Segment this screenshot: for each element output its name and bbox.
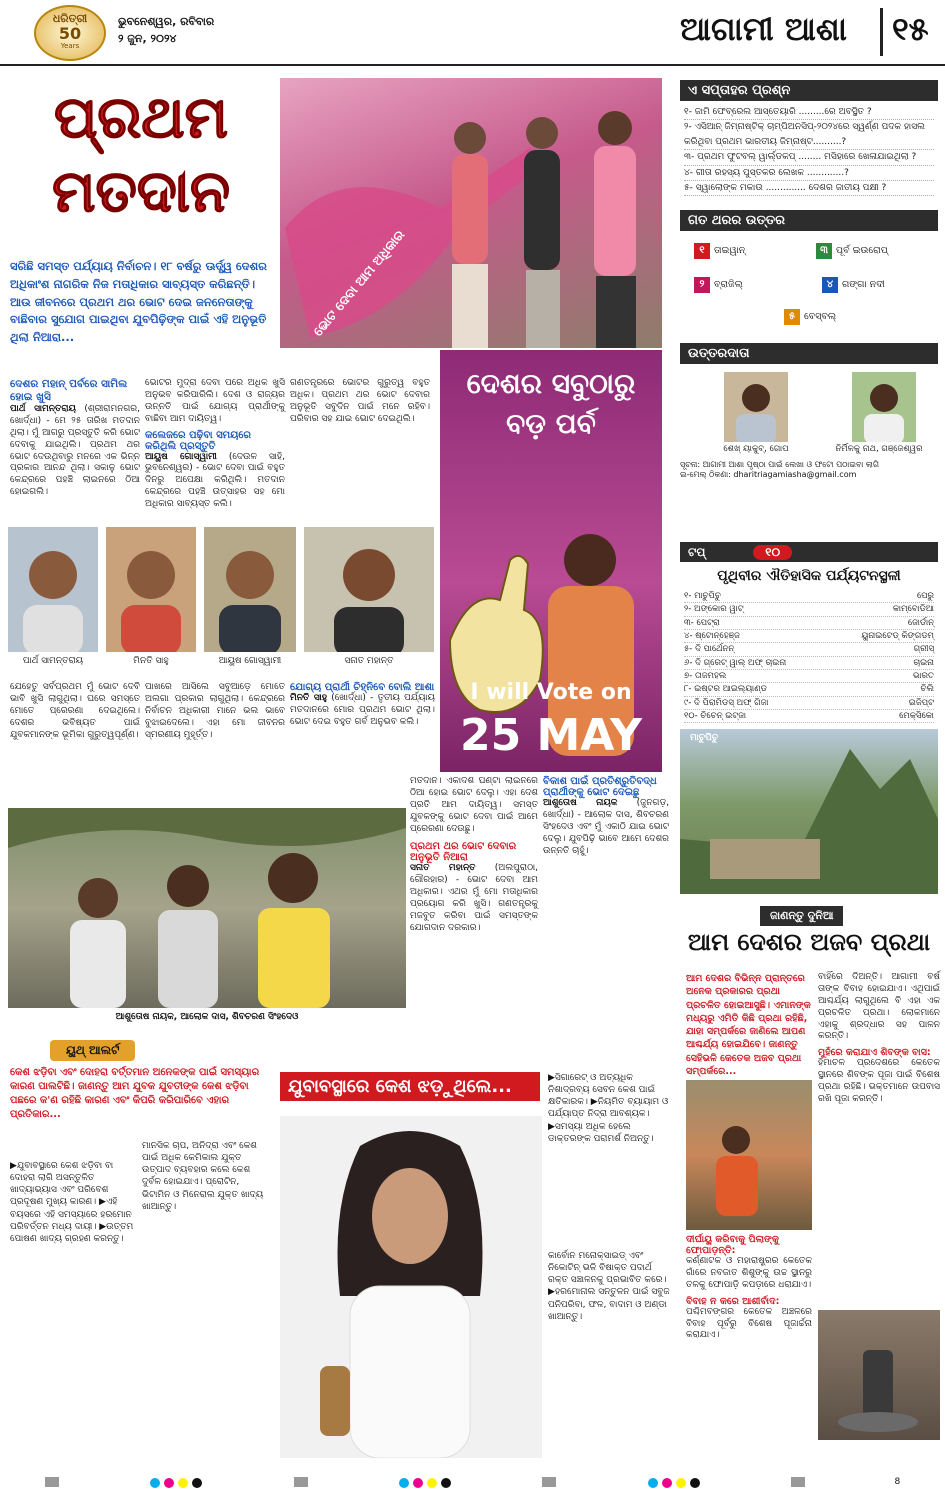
answer-3-text: ପୂର୍ବ ଇଉରୋପ୍ <box>836 245 888 257</box>
winner-photo-2 <box>852 372 916 442</box>
top10-label: ଟପ୍ <box>688 544 706 559</box>
subhead-1: ଦେଶର ମହାନ୍ ପର୍ବରେ ସାମିଲ ହୋଇ ଖୁସି <box>10 378 128 403</box>
mid-col <box>410 776 538 935</box>
col2-text: ଭୋଟର ମୁଦ୍ରା ଦେବା ପରେ ଅଧିକ ଖୁସି ଅନୁଭବ କରିପାରିଲି। ଦେଶ ଓ ରାଜ୍ୟର ଉନ୍ନତି ପାଇଁ ଯୋଗ୍ୟ ପ୍ରାର୍ଥୀଙ୍କୁ ବାଛିବା ଆମ ଦାୟିତ୍ୱ। <box>145 378 285 424</box>
answer-2-text: ବ୍ରାଜିଲ୍ <box>714 279 743 291</box>
story-2-text: (ଦେଉଳ ସାହି, ଭୁବନେଶ୍ୱର) - ଭୋଟ ଦେବା ପାଇଁ ବହୁତ ଦିନରୁ ଅପେକ୍ଷା କରିଥିଲି। ମତଦାନ କେନ୍ଦ୍ରରେ ପହଞ୍ଚି ଉତ୍ସାହର ସହ ମୋ ଅଧିକାର ସାବ୍ୟସ୍ତ କଲି। <box>145 451 285 509</box>
janantu-headline: ଆମ ଦେଶର ଅଜବ ପ୍ରଥା <box>687 928 931 956</box>
mid-col-text: ମତଦାନ। ଏକାଦଶ ଘଣ୍ଟା ଲାଇନରେ ଠିଆ ହୋଇ ଭୋଟ ଦେଲୁ। ଏହା ଦେଶ ପ୍ରତି ଆମ ଦାୟିତ୍ୱ। ସମସ୍ତ ଯୁବକଙ୍କୁ ଭୋଟ ଦେବା ପାଇଁ ଆମେ ପ୍ରେରଣା ଦେଉଛୁ। <box>410 776 538 834</box>
print-mark-3 <box>542 1477 556 1487</box>
top10-row-10-item: ୧୦- ଚିଚେନ୍ ଇଟ୍ଜା <box>684 710 747 721</box>
mountain-illustration <box>680 729 938 894</box>
top10-row-1-item: ୧- ମାଚୁପିଚୁ <box>684 591 721 601</box>
headline-line-1: ପ୍ରଥମ <box>53 83 229 151</box>
logo-text: ଧରିତ୍ରୀ <box>52 12 88 25</box>
logo <box>34 5 106 61</box>
top10-row-2 <box>684 603 934 616</box>
question-3: ୩- ପ୍ରଥମ ଫୁଟବଲ୍ ୱାର୍ଲ୍ଡକପ୍ ........ ମସିହାରେ ଖେଳାଯାଇଥିଲା ? <box>684 150 934 165</box>
footer-bar <box>0 1472 945 1492</box>
janantu-sub-1-text: ହିମାଚଳ ପ୍ରଦେଶରେ କେତେକ ସ୍ଥାନରେ ଶିବଙ୍କ ପୂଜା ପାଇଁ ବିଶେଷ ପ୍ରଥା ରହିଛି। ଭକ୍ତମାନେ ଉପବାସ ରଖି ପୂଜା କରନ୍ତି। <box>818 1058 940 1104</box>
poster-vote-line-1: I will Vote on <box>470 680 632 705</box>
answer-1-text: ତାଇୱାନ୍ <box>714 245 746 257</box>
portrait-caption-3: ଆୟୁଷ ଗୋସ୍ୱାମୀ <box>218 656 282 666</box>
top10-panel <box>680 542 938 894</box>
janantu-sub-2: ଦୀର୍ଘାୟୁ କରିବାକୁ ପିଲାଙ୍କୁ ଫୋପାଡ଼ନ୍ତି: <box>686 1234 779 1256</box>
group-photo-caption: ଆଶୁତୋଷ ନାୟକ, ଆଲୋକ ଦାସ, ଶିବଚରଣ ସିଂହଦେଓ <box>115 1012 299 1022</box>
hero-photo <box>280 78 662 348</box>
story-col-3 <box>290 378 430 426</box>
answer-3-number: ୩ <box>816 243 832 259</box>
woman-illustration <box>280 1116 542 1458</box>
winners-title: ଉତ୍ତରଦାତା <box>680 343 938 364</box>
title-divider <box>880 8 883 56</box>
story-5-text: (ଜୁନଗଡ଼, ଖୋର୍ଦ୍ଧା) - ଆଲୋକ ଦାସ, ଶିବଚରଣ ସିଂହଦେଓ ଏବଂ ମୁଁ ଏକାଠି ଯାଇ ଭୋଟ ଦେଲୁ। ଯୁବପିଢ଼ି ଭାବେ ଆମେ ଦେଶର ଉନ୍ନତି ଚାହୁଁ। <box>543 798 669 856</box>
story-1-text: (ଶ୍ରୀରାମନଗର, ଖୋର୍ଦ୍ଧା) - ମେ ୨୫ ତାରିଖ ମତଦାନ ଥିଲା। ମୁଁ ଆଗରୁ ପ୍ରସ୍ତୁତି କରି ଭୋଟ ଦେବାକୁ ଯାଇଥିଲି। ପ୍ରଥମ ଥର ଭୋଟ ଦେଉଥିବାରୁ ମନରେ ଏକ ଭିନ୍ନ ପ୍ରକାର ଆନନ୍ଦ ଥିଲା। ସକାଳୁ ଭୋଟ କେନ୍ଦ୍ରରେ ପହଞ୍ଚି ଲାଇନରେ ଠିଆ ହୋଇଗଲି। <box>10 404 140 498</box>
top10-title: ପୃଥିବୀର ଐତିହାସିକ ପର୍ଯ୍ୟଟନସ୍ଥଳୀ <box>717 568 901 584</box>
answer-4 <box>822 277 885 293</box>
quiz-title: ଏ ସପ୍ତାହର ପ୍ରଶ୍ନ <box>680 80 938 101</box>
quiz-email: ଇ-ମେଲ୍ ଠିକଣା: dharitriagamiasha@gmail.com <box>680 470 857 480</box>
top10-row-1-place: ପେରୁ <box>916 591 934 601</box>
poster-title: ଦେଶର ସବୁଠାରୁ ବଡ଼ ପର୍ବ <box>466 367 636 440</box>
youth-intro: କେଶ ଝଡ଼ିବା ଏବଂ ଦୋହରା ବର୍ତ୍ତମାନ ଅନେକଙ୍କ ପାଇଁ ସମସ୍ୟାର କାରଣ ପାଲଟିଛି। ଜାଣନ୍ତୁ ଆମ ଯୁବକ ଯୁବତୀଙ୍କ କେଶ ଝଡ଼ିବା ପଛରେ କ'ଣ ରହିଛି କାରଣ ଏବଂ କିପରି କରିପାରିବେ ଏହାର ପ୍ରତିକାର... <box>10 1067 260 1120</box>
winner-photo-1 <box>724 372 788 442</box>
top10-row-10-place: ମେକ୍ସିକୋ <box>899 710 934 721</box>
youth-col-2: ମାନସିକ ଚାପ, ଅନିଦ୍ରା ଏବଂ କେଶ ପାଇଁ ଅଧିକ କେମିକାଲ ଯୁକ୍ତ ଉତ୍ପାଦ ବ୍ୟବହାର କଲେ କେଶ ଦୁର୍ବଳ ହୋଇଯାଏ। ପ୍ରୋଟିନ, ଭିଟାମିନ ଓ ମିନେରାଲ ଯୁକ୍ତ ଖାଦ୍ୟ ଖାଆନ୍ତୁ। <box>142 1141 264 1212</box>
top10-row-9-place: ଇଜିପ୍ଟ <box>908 697 934 708</box>
print-mark-4 <box>791 1477 805 1487</box>
top10-row-5 <box>684 643 934 656</box>
janantu-col-left <box>686 1234 812 1342</box>
subhead-4: ପ୍ରଥମ ଥର ଭୋଟ ଦେବାର ଅନୁଭୂତି ନିଆରା <box>410 841 517 864</box>
answer-4-text: ଗଙ୍ଗା ନଦୀ <box>842 279 885 291</box>
top10-row-7 <box>684 670 934 683</box>
date-line-1: ଭୁବନେଶ୍ୱର, ରବିବାର <box>118 15 215 28</box>
right-mid-col <box>543 776 669 857</box>
portrait-2 <box>106 527 196 652</box>
top10-row-10 <box>684 710 934 723</box>
story-col-1 <box>10 378 140 499</box>
youth-col-1: ▶ଯୁବାବସ୍ଥାରେ କେଶ ଝଡ଼ିବା ବା ଦୋହରା ଲାଗି ଅସନ୍ତୁଳିତ ଖାଦ୍ୟାଭ୍ୟାସ ଏବଂ ପରିବେଶ ପ୍ରଦୂଷଣ ମୁଖ୍ୟ କାରଣ। ▶ଏହି ବୟସରେ ଏହି ସମସ୍ୟାରେ ହରମୋନ ପରିବର୍ତ୍ତନ ମଧ୍ୟ ଦାୟୀ। ▶ଉତ୍ତମ ପୋଷଣ ଖାଦ୍ୟ ଗ୍ରହଣ କରନ୍ତୁ। <box>10 1161 134 1244</box>
janantu-col-right <box>818 972 940 1106</box>
logo-years-label: Years <box>60 42 80 50</box>
top10-row-7-place: ଭାରତ <box>912 670 934 681</box>
youth-tag: ୟୁଥ୍ ଆଲର୍ଟ <box>50 1040 135 1061</box>
portrait-caption-4: ସନାତ ମହାନ୍ତ <box>344 656 394 666</box>
story-1-body <box>10 404 140 499</box>
top10-row-2-item: ୨- ଅଙ୍କୋର ୱାଟ୍ <box>684 604 744 615</box>
youth-col-3: ▶ସିଗାରେଟ୍ ଓ ଅତ୍ୟଧିକ ନିଶାଦ୍ରବ୍ୟ ସେବନ କେଶ ପାଇଁ କ୍ଷତିକାରକ। ▶ନିୟମିତ ବ୍ୟାୟାମ ଓ ପର୍ଯ୍ୟାପ୍ତ ନିଦ୍ରା ଆବଶ୍ୟକ। ▶ସମସ୍ୟା ଅଧିକ ହେଲେ ଡାକ୍ତରଙ୍କ ପରାମର୍ଶ ନିଅନ୍ତୁ। <box>548 1073 669 1144</box>
youth-col-4: କାର୍ବୋନ ମନୋକ୍ସାଇଡ୍ ଏବଂ ନିକୋଟିନ୍ ଭଳି ବିଷାକ୍ତ ପଦାର୍ଥ ରକ୍ତ ସଞ୍ଚାଳନକୁ ପ୍ରଭାବିତ କରେ। ▶ହରମୋନାଲ ସନ୍ତୁଳନ ପାଇଁ ସବୁଜ ପନିପରିବା, ଫଳ, ବାଦାମ ଓ ଅଣ୍ଡା ଖାଆନ୍ତୁ। <box>548 1251 670 1322</box>
subhead-3: ଯୋଗ୍ୟ ପ୍ରାର୍ଥୀ ଚିହ୍ନିବେ ବୋଲି ଆଶା <box>290 682 435 693</box>
quiz-panel <box>680 80 938 480</box>
byline-1: ପାର୍ଥ ସାମନ୍ତରାୟ <box>10 404 76 414</box>
date-block <box>118 14 214 47</box>
question-5: ୫- ସ୍ୱାଲୋଙ୍କ ମକାଉ .............. ଦେଶର ଜାତୀୟ ପକ୍ଷୀ ? <box>684 181 934 196</box>
answers-title: ଗତ ଥରର ଉତ୍ତର <box>680 210 938 231</box>
question-4: ୪- ଗୀତା ରହସ୍ୟ ପୁସ୍ତକର ଲେଖକ .............? <box>684 166 934 181</box>
color-registration-2 <box>397 1473 453 1492</box>
machu-picchu-label: ମାଚୁପିଚୁ <box>690 733 719 744</box>
hair-fall-photo <box>280 1116 542 1458</box>
portrait-1 <box>8 527 98 652</box>
byline-5: ଆଶୁତୋଷ ନାୟକ <box>543 798 618 808</box>
winner-name-2: ନିର୍ମିଳକୁ ନାଥ, ଗଞ୍ଜେଶ୍ୱର <box>835 444 923 455</box>
top10-row-6-item: ୬- ଦି ଗ୍ରେଟ୍ ୱାଲ୍ ଅଫ୍ ଚାଇନା <box>684 657 787 668</box>
logo-years: 50 <box>58 24 82 43</box>
answer-5-text: ବେସ୍‌ବଲ୍ <box>804 311 837 323</box>
story-4-body <box>410 863 538 934</box>
winner-name-1: ଶେଖ୍ ୟାକୁବ୍, ଗୋପ <box>723 444 789 455</box>
janantu-sub-1: ମୁହଁରେ କରାଯାଏ ଶିବଙ୍କ ବାସ: <box>818 1047 931 1059</box>
top10-row-9 <box>684 697 934 710</box>
janantu-sub-3-text: ପଶ୍ଚିମବଙ୍ଗର କେତେକ ଅଞ୍ଚଳରେ ବିବାହ ପୂର୍ବରୁ ବିଶେଷ ପୂଜାର୍ଚ୍ଚନା କରାଯାଏ। <box>686 1306 812 1341</box>
print-mark-1 <box>45 1477 59 1487</box>
portrait-4 <box>304 527 434 652</box>
top10-row-5-item: ୫- ଦି ପାର୍ଥେନନ୍ <box>684 644 735 655</box>
headline-line-2: ମତଦାନ <box>52 157 230 225</box>
top10-row-3 <box>684 617 934 630</box>
subhead-2: କଲେଜରେ ପଢ଼ିବା ସମୟରେ କରିଥିଲି ପ୍ରସ୍ତୁତି <box>145 429 251 452</box>
top10-row-9-item: ୯- ଦି ପିରାମିଡସ୍ ଅଫ୍ ଗିଜା <box>684 697 769 708</box>
quiz-note: ସୂଚନା: ଆଗାମୀ ଆଶା ପୃଷ୍ଠା ପାଇଁ ଲେଖା ଓ ଫଟୋ ପଠାଇବା ଲାଗି <box>680 460 880 470</box>
question-2: ୨- ଏସିଆନ୍ ଜିମ୍ନାଷ୍ଟିକ୍ ଚାମ୍ପିଅନସିପ୍-୨୦୨୪ରେ ସ୍ୱର୍ଣ୍ଣ ପଦକ ହାସଲ କରିଥିବା ପ୍ରଥମ ଭାରତୀୟ ଜିମ୍ନାଷ୍ଟ..........? <box>684 120 934 150</box>
story-2-body <box>145 452 285 511</box>
byline-3: ମିନତି ସାହୁ <box>290 693 328 703</box>
top10-row-3-place: ଜୋର୍ଡାନ୍ <box>907 617 934 628</box>
top10-row-6-place: ଚାଇନା <box>913 657 934 668</box>
lower-col-2 <box>145 682 285 741</box>
date-line-2: ୨ ଜୁନ, ୨୦୨୪ <box>118 31 177 45</box>
page-corner: 8 <box>894 1477 901 1487</box>
top10-row-3-item: ୩- ପେଟ୍ରା <box>684 617 720 628</box>
portrait-caption-2: ମିନତି ସାହୁ <box>133 656 169 666</box>
story-col-2 <box>145 378 285 511</box>
answer-5-number: ୫ <box>784 309 800 325</box>
poster <box>440 350 662 772</box>
page-number: ୧୫ <box>892 10 929 48</box>
portrait-3 <box>204 527 296 652</box>
top10-row-8-item: ୮- ଇଷ୍ଟର ଆଇଲ୍ୟାଣ୍ଡ <box>684 684 767 695</box>
janantu-intro: ଆମ ଦେଶର ବିଭିନ୍ନ ପ୍ରାନ୍ତରେ ଅନେକ ପ୍ରକାରର ପ୍ରଥା ପ୍ରଚଳିତ ହୋଇଆସୁଛି। ଏମାନଙ୍କ ମଧ୍ୟରୁ ଏମିତି କିଛି ପ୍ରଥା ରହିଛି, ଯାହା ସମ୍ପର୍କରେ ଜାଣିଲେ ଆପଣ ଆଶ୍ଚର୍ଯ୍ୟ ହୋଇଯିବେ। ଜାଣନ୍ତୁ ସେହିଭଳି କେତେକ ଅଜବ ପ୍ରଥା ସମ୍ପର୍କରେ... <box>686 973 811 1078</box>
guitar-text: ଭୋଟ ଦେବା ଆମ ଅଧିକାର <box>310 227 409 340</box>
janantu-tag: ଜାଣନ୍ତୁ ଦୁନିଆ <box>760 906 843 926</box>
top10-row-7-item: ୭- ତାଜମହଲ <box>684 670 727 681</box>
byline-2: ଆୟୁଷ ଗୋସ୍ୱାମୀ <box>145 451 217 462</box>
lower-col-1-text: ଯେହେତୁ ସର୍ବପ୍ରଥମ ମୁଁ ଭୋଟ ଦେବି ଭାବି ଖୁସି ଲାଗୁଥିଲା। ଘରେ ସମସ୍ତେ ମୋତେ ପ୍ରେରଣା ଦେଇଥିଲେ। ଦେଶର ଭବିଷ୍ୟତ ପାଇଁ ଯୁବକମାନଙ୍କ ଭୂମିକା ଗୁରୁତ୍ୱପୂର୍ଣ୍ଣ। <box>10 682 140 740</box>
lower-col-2-text: ପାଖରେ ଆସିଲେ ସବୁଆଡ଼େ ମୋତେ ଅଲଗା ପ୍ରକାର ଲାଗୁଥିଲା। କେନ୍ଦ୍ରରେ ନିର୍ବାଚନ ଅଧିକାରୀ ମାନେ ଭଲ ଭାବେ ବୁଝାଇଦେଲେ। ଏହା ମୋ ଜୀବନର ସ୍ମରଣୀୟ ମୁହୂର୍ତ୍ତ। <box>145 682 285 740</box>
portrait-caption-1: ପାର୍ଥ ସାମନ୍ତରାୟ <box>22 656 84 666</box>
youth-headline: ଯୁବାବସ୍ଥାରେ କେଶ ଝଡ଼ୁଥିଲେ... <box>280 1072 540 1101</box>
top10-row-2-place: କାମ୍ବୋଡିଆ <box>892 604 934 615</box>
main-intro: ସରିଛି ସମସ୍ତ ପର୍ଯ୍ୟାୟ ନିର୍ବାଚନ। ୧୮ ବର୍ଷରୁ ଊର୍ଦ୍ଧ୍ୱ ଦେଶର ଅଧିକାଂଶ ନାଗରିକ ନିଜ ମତାଧିକାର ସାବ୍ୟସ୍ତ କରିଛନ୍ତି। ଆଉ ଜୀବନରେ ପ୍ରଥମ ଥର ଭୋଟ ଦେଇ ଜନନେତାଙ୍କୁ ବାଛିବାର ସୁଯୋଗ ପାଇଥିବା ଯୁବପିଢ଼ିଙ୍କ ପାଇଁ ଏହି ଅନୁଭୂତି ଥିଲା ନିଆରା... <box>10 259 267 345</box>
answer-4-number: ୪ <box>822 277 838 293</box>
masthead <box>0 0 945 66</box>
top10-row-8 <box>684 683 934 696</box>
top10-row-1 <box>684 590 934 603</box>
color-registration-1 <box>148 1473 204 1492</box>
temple-photo <box>818 1310 940 1440</box>
story-5-body <box>543 798 669 857</box>
group-photo <box>8 808 406 1008</box>
answer-2-number: ୨ <box>694 277 710 293</box>
answer-3 <box>816 243 888 259</box>
quiz-questions <box>680 101 938 196</box>
winners <box>680 364 938 456</box>
answers-grid <box>680 231 938 331</box>
answer-1-number: ୧ <box>694 243 710 259</box>
top10-number: ୧୦ <box>753 545 792 560</box>
answer-1 <box>694 243 745 259</box>
top10-header <box>680 542 938 562</box>
janantu-sub-2-text: କର୍ଣ୍ଣାଟକ ଓ ମହାରାଷ୍ଟ୍ରର କେତେକ ଗାଁରେ ନବଜାତ ଶିଶୁଙ୍କୁ ଉଚ୍ଚ ସ୍ଥାନରୁ ତଳକୁ ଫୋପାଡ଼ି କପଡ଼ାରେ ଧରାଯାଏ। <box>686 1256 812 1290</box>
section-title: ଆଗାମୀ ଆଶା <box>680 10 847 48</box>
machu-picchu-photo <box>680 729 938 894</box>
answer-2 <box>694 277 743 293</box>
print-mark-2 <box>294 1477 308 1487</box>
story-3-text: (ଖୋର୍ଦ୍ଧା) - ତୃତୀୟ ପର୍ଯ୍ୟାୟ ମତଦାନରେ ମୋର ପ୍ରଥମ ଭୋଟ ଥିଲା। ଭୋଟ ଦେଇ ବହୁତ ଗର୍ବ ଅନୁଭବ କଲି। <box>290 693 435 727</box>
subhead-5: ବିକାଶ ପାଇଁ ପ୍ରତିଶ୍ରୁତିବଦ୍ଧ ପ୍ରାର୍ଥୀଙ୍କୁ ଭୋଟ ଦେଇଛୁ <box>543 776 657 798</box>
janantu-sub-3: ବିବାହ ନ କରେ ଆଶୀର୍ବାଦ: <box>686 1295 780 1307</box>
top10-row-4-item: ୪- ଷ୍ଟୋନ୍‌ହେଞ୍ଜ <box>684 630 740 641</box>
janantu-col-text: ବାହିଁରେ ଦିଅନ୍ତି। ଆଗାମୀ ବର୍ଷ ତାଙ୍କ ବିବାହ ହୋଇଯାଏ। ଏଥିପାଇଁ ଆଶ୍ଚର୍ଯ୍ୟ ଲାଗୁଥିଲେ ବି ଏହା ଏକ ପ୍ରଚଳିତ ପ୍ରଥା। ଲୋକମାନେ ଏହାକୁ ଶ୍ରଦ୍ଧାର ସହ ପାଳନ କରନ୍ତି। <box>818 972 940 1042</box>
story-4-text: (ଅଲପୁରାଠା, ଗୌରହାର) - ଭୋଟ ଦେବା ଆମ ଅଧିକାର। ଏଥର ମୁଁ ମୋ ମତାଧିକାର ପ୍ରୟୋଗ କରି ଖୁସି। ଗଣତନ୍ତ୍ରକୁ ମଜବୁତ କରିବା ପାଇଁ ସମସ୍ତଙ୍କ ଯୋଗଦାନ ଦରକାର। <box>410 863 538 933</box>
story-3-body <box>290 693 435 729</box>
answer-5 <box>784 309 836 325</box>
top10-row-4-place: ୟୁନାଇଟେଡ୍ କିଙ୍ଗଡମ୍ <box>861 630 934 641</box>
top10-row-5-place: ଗ୍ରୀସ୍ <box>913 644 934 655</box>
lower-col-3 <box>290 682 435 729</box>
lower-col-1 <box>10 682 140 741</box>
main-headline <box>10 80 272 228</box>
color-registration-3 <box>646 1473 702 1492</box>
top10-row-4 <box>684 630 934 643</box>
question-1: ୧- ଜାମି ଫେବ୍ରେଲ ଆସ୍ତେୟାରି .........ରେ ଅବସ୍ଥିତ ? <box>684 105 934 120</box>
top10-list <box>680 590 938 723</box>
poster-vote-line-2: 25 MAY <box>459 710 643 761</box>
byline-4: ସନାତ ମହାନ୍ତ <box>410 863 476 874</box>
col3-text: ଗଣତନ୍ତ୍ରରେ ଭୋଟର ଗୁରୁତ୍ୱ ବହୁତ ଅଧିକ। ପ୍ରଥମ ଥର ଭୋଟ ଦେବାର ଅନୁଭୂତି ସବୁଦିନ ପାଇଁ ମନେ ରହିବ। ପରିବାର ସହ ଯାଇ ଭୋଟ ଦେଇଥିଲି। <box>290 378 430 424</box>
top10-row-6 <box>684 657 934 670</box>
festival-photo <box>686 1080 812 1230</box>
top10-row-8-place: ଚିଲି <box>920 684 934 695</box>
group-illustration <box>8 808 406 1008</box>
